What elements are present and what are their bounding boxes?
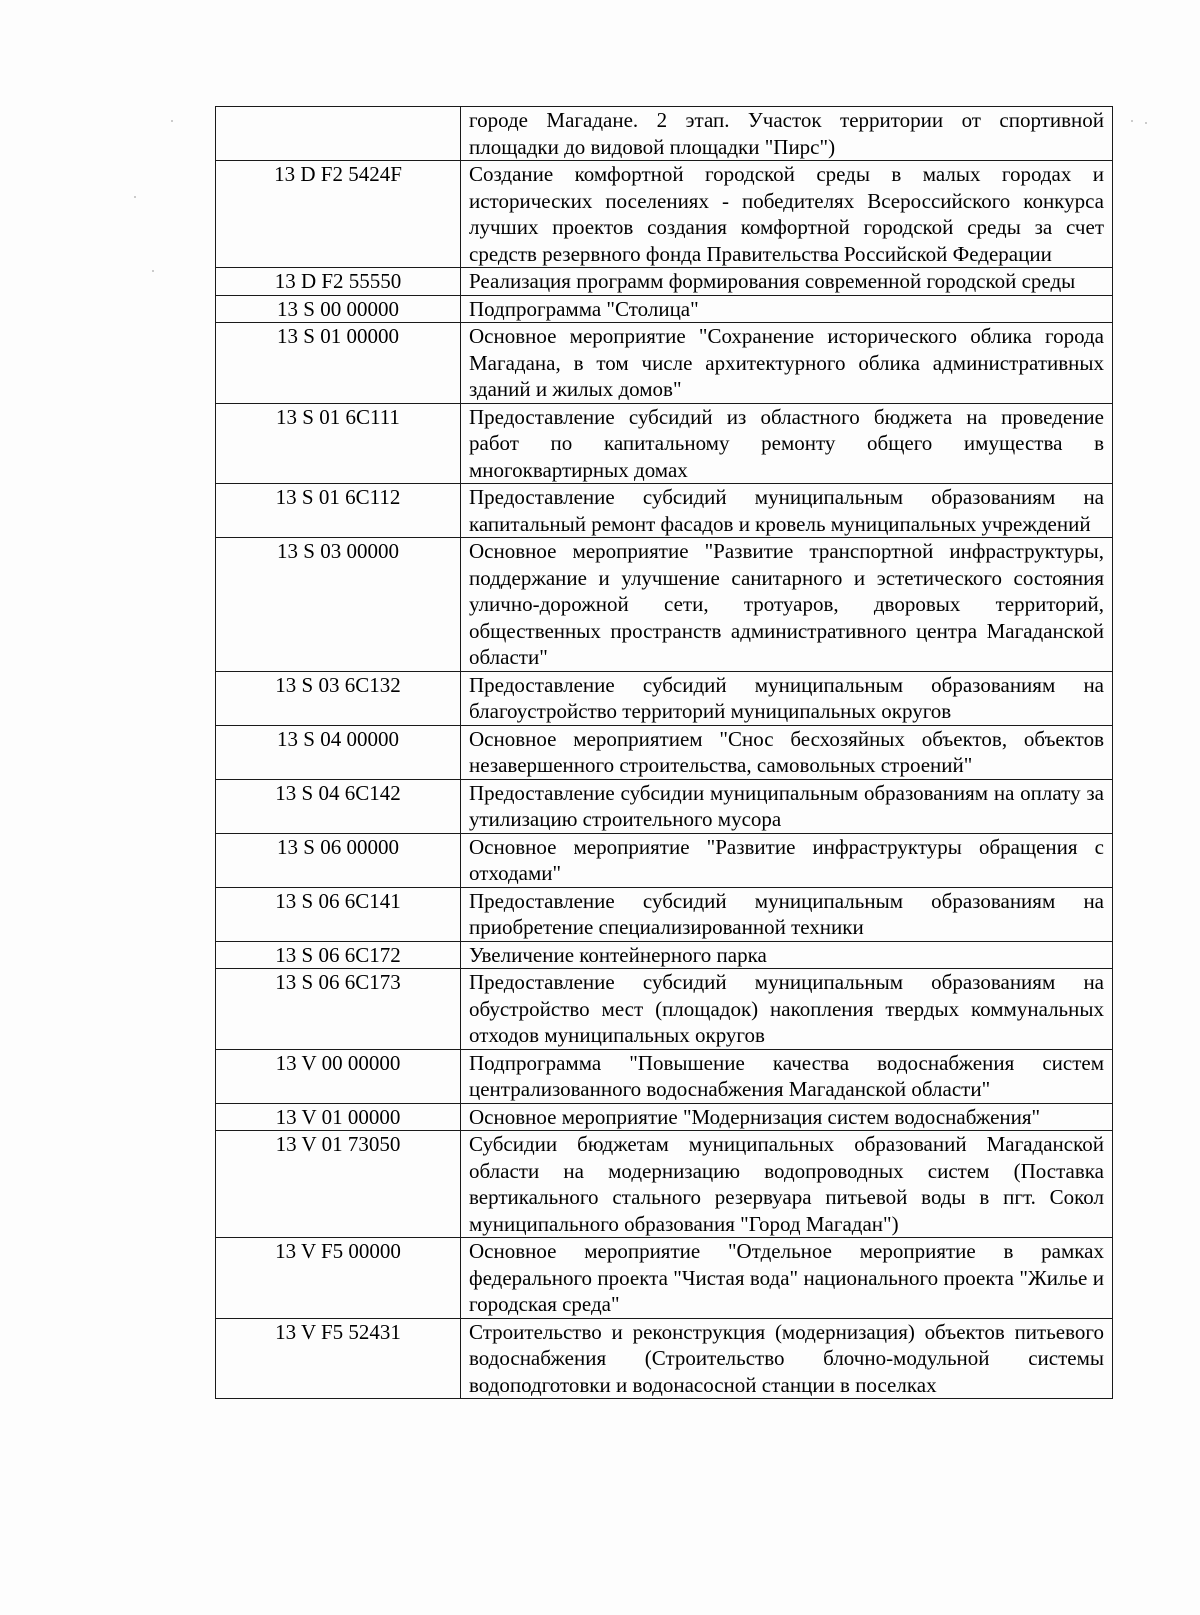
table-row [216, 779, 1113, 833]
description-cell: городе Магадане. 2 этап. Участок территории от спортивной площадки до видовой площадки "Пирс") [461, 107, 1113, 161]
code-cell: 13 S 06 6C173 [216, 969, 461, 1050]
code-cell: 13 V 00 00000 [216, 1049, 461, 1103]
code-cell: 13 V 01 00000 [216, 1103, 461, 1131]
code-cell [216, 107, 461, 161]
table-row [216, 1131, 1113, 1238]
table-row [216, 833, 1113, 887]
description-cell: Подпрограмма "Столица" [461, 295, 1113, 323]
description-cell: Основное мероприятие "Отдельное мероприятие в рамках федерального проекта "Чистая вода" национального проекта "Жилье и городская среда" [461, 1238, 1113, 1319]
code-cell: 13 D F2 5424F [216, 161, 461, 268]
table-row [216, 161, 1113, 268]
description-cell: Увеличение контейнерного парка [461, 941, 1113, 969]
table-row [216, 323, 1113, 404]
table-row [216, 887, 1113, 941]
description-cell: Предоставление субсидий муниципальным образованиям на капитальный ремонт фасадов и кровель муниципальных учреждений [461, 484, 1113, 538]
table-row [216, 941, 1113, 969]
scan-speck [134, 196, 136, 198]
code-cell: 13 S 01 00000 [216, 323, 461, 404]
code-cell: 13 V F5 52431 [216, 1318, 461, 1399]
code-cell: 13 S 01 6C111 [216, 403, 461, 484]
code-cell: 13 S 03 6C132 [216, 671, 461, 725]
description-cell: Предоставление субсидий муниципальным образованиям на благоустройство территорий муниципальных округов [461, 671, 1113, 725]
code-cell: 13 S 03 00000 [216, 538, 461, 672]
scan-speck [1145, 122, 1147, 124]
table-row [216, 725, 1113, 779]
table-row [216, 1049, 1113, 1103]
code-cell: 13 S 04 00000 [216, 725, 461, 779]
table-row [216, 1103, 1113, 1131]
table-row [216, 1318, 1113, 1399]
code-cell: 13 V 01 73050 [216, 1131, 461, 1238]
code-cell: 13 S 04 6C142 [216, 779, 461, 833]
code-cell: 13 S 06 00000 [216, 833, 461, 887]
description-cell: Подпрограмма "Повышение качества водоснабжения систем централизованного водоснабжения Магаданской области" [461, 1049, 1113, 1103]
code-cell: 13 S 00 00000 [216, 295, 461, 323]
description-cell: Субсидии бюджетам муниципальных образований Магаданской области на модернизацию водопроводных систем (Поставка вертикального стального резервуара питьевой воды в пгт. Сокол муниципального образования "Город Магадан") [461, 1131, 1113, 1238]
description-cell: Предоставление субсидии муниципальным образованиям на оплату за утилизацию строительного мусора [461, 779, 1113, 833]
description-cell: Предоставление субсидий муниципальным образованиям на обустройство мест (площадок) накопления твердых коммунальных отходов муниципальных округов [461, 969, 1113, 1050]
scan-speck [171, 120, 173, 122]
table-row [216, 295, 1113, 323]
code-cell: 13 S 06 6C141 [216, 887, 461, 941]
scan-speck [1131, 120, 1133, 122]
table-row [216, 969, 1113, 1050]
description-cell: Основное мероприятие "Модернизация систем водоснабжения" [461, 1103, 1113, 1131]
code-cell: 13 V F5 00000 [216, 1238, 461, 1319]
code-cell: 13 S 06 6C172 [216, 941, 461, 969]
table-row [216, 538, 1113, 672]
scan-speck [152, 270, 154, 272]
table-row [216, 484, 1113, 538]
description-cell: Строительство и реконструкция (модернизация) объектов питьевого водоснабжения (Строительство блочно-модульной системы водоподготовки и водонасосной станции в поселках [461, 1318, 1113, 1399]
code-cell: 13 D F2 55550 [216, 268, 461, 296]
description-cell: Предоставление субсидий из областного бюджета на проведение работ по капитальному ремонту общего имущества в многоквартирных домах [461, 403, 1113, 484]
description-cell: Предоставление субсидий муниципальным образованиям на приобретение специализированной техники [461, 887, 1113, 941]
table-row [216, 1238, 1113, 1319]
description-cell: Основное мероприятие "Развитие инфраструктуры обращения с отходами" [461, 833, 1113, 887]
description-cell: Основное мероприятие "Развитие транспортной инфраструктуры, поддержание и улучшение санитарного и эстетического состояния улично-дорожной сети, тротуаров, дворовых территорий, общественных пространств административного центра Магаданской области" [461, 538, 1113, 672]
description-cell: Реализация программ формирования современной городской среды [461, 268, 1113, 296]
description-cell: Основное мероприятием "Снос бесхозяйных объектов, объектов незавершенного строительства, самовольных строений" [461, 725, 1113, 779]
table-row [216, 268, 1113, 296]
description-cell: Основное мероприятие "Сохранение исторического облика города Магадана, в том числе архитектурного облика административных зданий и жилых домов" [461, 323, 1113, 404]
table-row [216, 403, 1113, 484]
table-row [216, 107, 1113, 161]
code-cell: 13 S 01 6C112 [216, 484, 461, 538]
budget-classification-table [215, 106, 1113, 1399]
description-cell: Создание комфортной городской среды в малых городах и исторических поселениях - победителях Всероссийского конкурса лучших проектов создания комфортной городской среды за счет средств резервного фонда Правительства Российской Федерации [461, 161, 1113, 268]
table-row [216, 671, 1113, 725]
